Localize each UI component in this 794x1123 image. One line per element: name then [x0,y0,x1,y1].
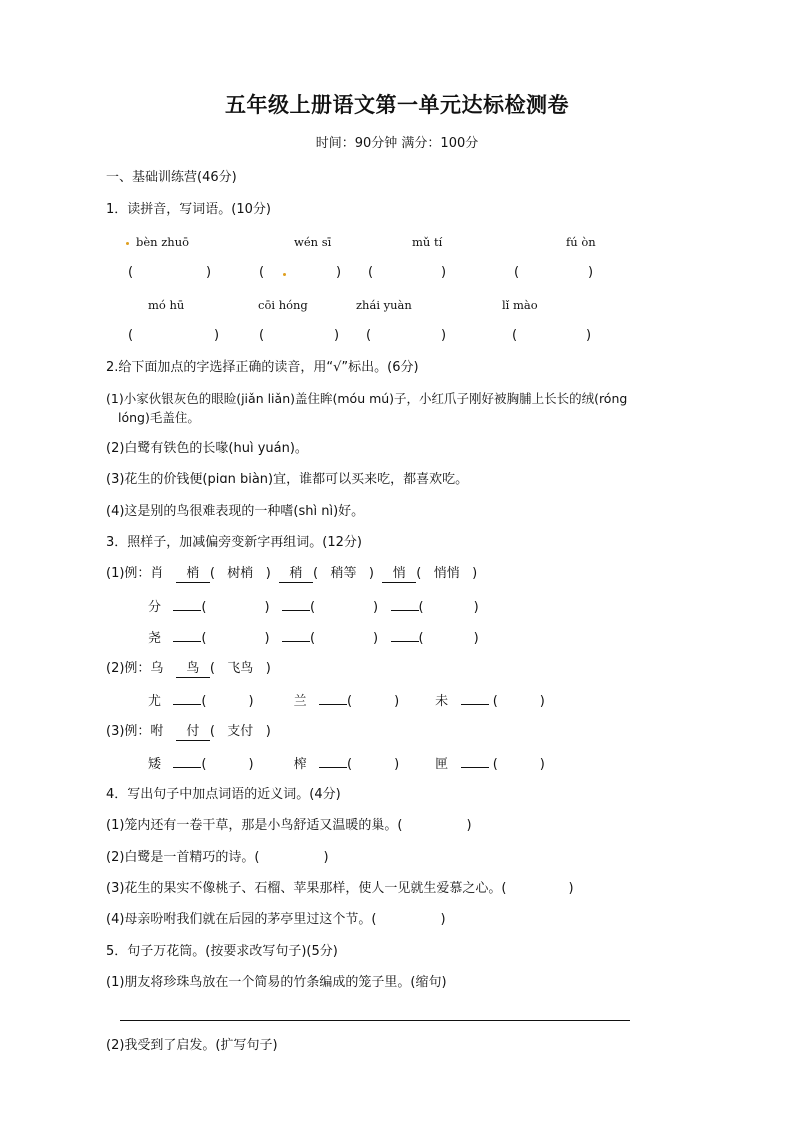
blank-field[interactable] [319,755,347,768]
blank-field[interactable] [282,598,310,611]
question-4-item-3: (3)花生的果实不像桃子、石榴、苹果那样，使人一见就生爱慕之心。( ) [106,881,574,896]
example-word: 悄悄 [433,566,460,581]
pinyin: mǔ tí [412,235,443,249]
question-2-item-1: (1)小家伙银灰色的眼睑(jiǎn liǎn)盖住眸(móu mú)子，小红爪子刚好被胸脯上长长的绒(róng [106,391,628,406]
blank-field[interactable] [461,692,489,705]
blank-field[interactable] [282,629,310,642]
blank-field[interactable] [461,755,489,768]
exercise-row: 矮 ( ) 榨 ( ) 匣 ( ) [148,757,545,772]
pinyin: mó hū [148,298,185,312]
pinyin: lǐ mào [502,298,538,312]
exercise-row: 分 ( ) ( ) ( ) [148,600,479,615]
exercise-row: 尧 ( ) ( ) ( ) [148,631,479,646]
blank-field[interactable] [391,629,419,642]
blank-field[interactable] [173,692,201,705]
question-2-item-1-cont: lóng)毛盖住。 [118,410,200,425]
example-char: 付 [176,724,210,741]
example-char: 悄 [382,566,416,583]
answer-open: ( [366,328,372,343]
mark-dot [126,242,129,245]
answer-close: ) [334,328,340,343]
answer-open: ( [128,328,134,343]
answer-close: ) [588,265,594,280]
answer-close: ) [336,265,342,280]
answer-open: ( [514,265,520,280]
question-4-item-4: (4)母亲吩咐我们就在后园的茅亭里过这个节。( ) [106,912,446,927]
page-title: 五年级上册语文第一单元达标检测卷 [225,92,569,117]
blank-field[interactable] [173,629,201,642]
answer-open: ( [368,265,374,280]
question-5-heading: 5．句子万花筒。(按要求改写句子)(5分) [106,944,338,959]
answer-close: ) [214,328,220,343]
question-5-item-1: (1)朋友将珍珠鸟放在一个简易的竹条编成的笼子里。(缩句) [106,975,447,990]
answer-open: ( [128,265,134,280]
question-2-heading: 2.给下面加点的字选择正确的读音，用“√”标出。(6分) [106,360,419,375]
answer-open: ( [259,265,265,280]
exercise-row: 尤 ( ) 兰 ( ) 未 ( ) [148,694,545,709]
pinyin: wén sī [294,235,332,249]
answer-line[interactable] [120,1020,630,1021]
base-char: 矮 [148,757,162,772]
blank-field[interactable] [173,755,201,768]
section-heading: 一、基础训练营(46分) [106,170,237,185]
example-label: (3)例：咐 [106,724,164,739]
base-char: 未 [435,694,449,709]
pinyin: bèn zhuō [136,235,190,249]
example-char: 鸟 [176,661,210,678]
question-1-heading: 1．读拼音，写词语。(10分) [106,202,271,217]
example-word: 稍等 [330,566,357,581]
question-3-heading: 3．照样子，加减偏旁变新字再组词。(12分) [106,535,362,550]
exam-info: 时间：90分钟 满分：100分 [315,136,479,151]
base-char: 匣 [435,757,449,772]
answer-open: ( [512,328,518,343]
blank-field[interactable] [391,598,419,611]
blank-field[interactable] [319,692,347,705]
pinyin: zhái yuàn [356,298,412,312]
pinyin: fú òn [566,235,596,249]
base-char: 分 [148,600,162,615]
question-5-item-2: (2)我受到了启发。(扩写句子) [106,1038,278,1053]
question-4-heading: 4．写出句子中加点词语的近义词。(4分) [106,787,341,802]
answer-close: ) [206,265,212,280]
pinyin: cōi hóng [258,298,308,312]
base-char: 尧 [148,631,162,646]
question-3-example-1: (1)例：肖 梢 ( 树梢 ) 稍 ( 稍等 ) 悄 ( 悄悄 ) [106,566,478,581]
example-word: 飞鸟 [227,661,254,676]
question-2-item-2: (2)白鹭有铁色的长喙(huì yuán)。 [106,441,308,456]
example-word: 树梢 [227,566,254,581]
base-char: 尤 [148,694,162,709]
example-label: (2)例：乌 [106,661,164,676]
question-3-example-2: (2)例：乌 鸟 ( 飞鸟 ) [106,661,271,676]
answer-open: ( [259,328,265,343]
question-4-item-1: (1)笼内还有一卷干草，那是小鸟舒适又温暖的巢。( ) [106,818,472,833]
example-char: 稍 [279,566,313,583]
answer-close: ) [586,328,592,343]
blank-field[interactable] [173,598,201,611]
question-3-example-3: (3)例：咐 付 ( 支付 ) [106,724,271,739]
example-label: (1)例：肖 [106,566,164,581]
answer-close: ) [441,328,447,343]
example-char: 梢 [176,566,210,583]
example-word: 支付 [227,724,254,739]
mark-dot [283,273,286,276]
question-2-item-3: (3)花生的价钱便(piɑn biàn)宜，谁都可以买来吃，都喜欢吃。 [106,472,469,487]
question-2-item-4: (4)这是别的鸟很难表现的一种嗜(shì nì)好。 [106,504,365,519]
question-4-item-2: (2)白鹭是一首精巧的诗。( ) [106,850,329,865]
answer-close: ) [441,265,447,280]
base-char: 兰 [293,694,307,709]
base-char: 榨 [293,757,307,772]
